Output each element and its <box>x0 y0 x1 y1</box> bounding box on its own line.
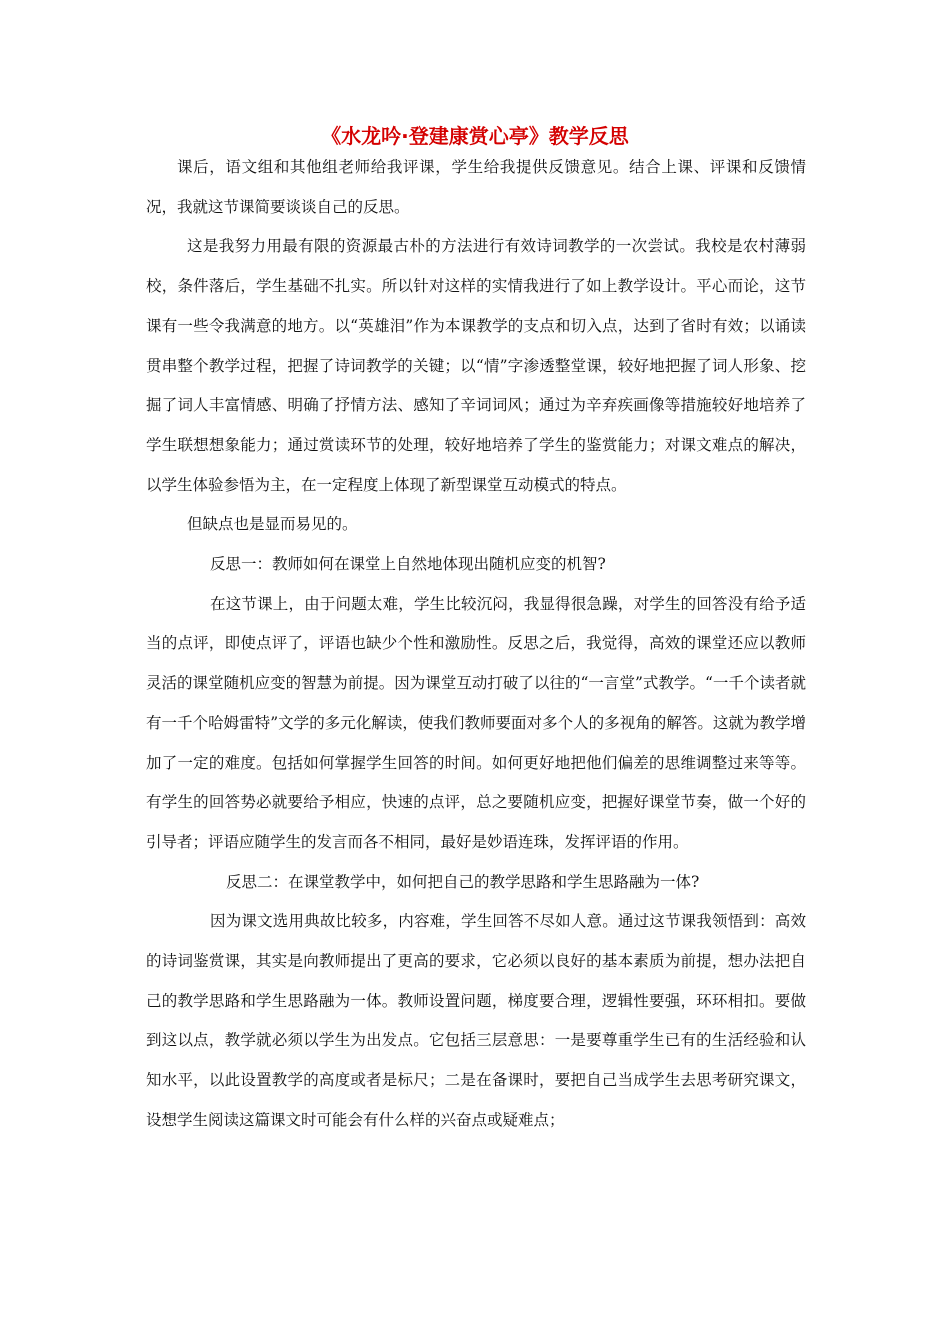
paragraph-reflection-two: 因为课文选用典故比较多，内容难，学生回答不尽如人意。通过这节课我领悟到：高效的诗词鉴赏课，其实是向教师提出了更高的要求，它必须以良好的基本素质为前提，想办法把自己的教学思路和学生思路融为一体。教师设置问题，梯度要合理，逻辑性要强，环环相扣。要做到这以点，教学就必须以学生为出发点。它包括三层意思：一是要尊重学生已有的生活经验和认知水平，以此设置教学的高度或者是标尺；二是在备课时，要把自己当成学生去思考研究课文，设想学生阅读这篇课文时可能会有什么样的兴奋点或疑难点； <box>146 912 806 1129</box>
paragraph-shortcomings: 但缺点也是显而易见的。 <box>187 515 358 534</box>
document-body <box>146 148 806 1141</box>
paragraph-strengths: 这是我努力用最有限的资源最古朴的方法进行有效诗词教学的一次尝试。我校是农村薄弱校，条件落后，学生基础不扎实。所以针对这样的实情我进行了如上教学设计。平心而论，这节课有一些令我满意的地方。以“英雄泪”作为本课教学的支点和切入点，达到了省时有效；以诵读贯串整个教学过程，把握了诗词教学的关键；以“情”字渗透整堂课，较好地把握了词人形象、挖掘了词人丰富情感、明确了抒情方法、感知了辛词词风；通过为辛弃疾画像等措施较好地培养了学生联想想象能力；通过赏读环节的处理，较好地培养了学生的鉴赏能力；对课文难点的解决，以学生体验参悟为主，在一定程度上体现了新型课堂互动模式的特点。 <box>146 237 806 494</box>
heading-reflection-two: 反思二：在课堂教学中，如何把自己的教学思路和学生思路融为一体? <box>226 872 700 891</box>
paragraph-intro: 课后，语文组和其他组老师给我评课，学生给我提供反馈意见。结合上课、评课和反馈情况，我就这节课简要谈谈自己的反思。 <box>146 158 806 216</box>
paragraph-reflection-one: 在这节课上，由于问题太难，学生比较沉闷，我显得很急躁，对学生的回答没有给予适当的点评，即使点评了，评语也缺少个性和激励性。反思之后，我觉得，高效的课堂还应以教师灵活的课堂随机应变的智慧为前提。因为课堂互动打破了以往的“一言堂”式教学。“一千个读者就有一千个哈姆雷特”文学的多元化解读，使我们教师要面对多个人的多视角的解答。这就为教学增加了一定的难度。包括如何掌握学生回答的时间。如何更好地把他们偏差的思维调整过来等等。有学生的回答势必就要给予相应，快速的点评，总之要随机应变，把握好课堂节奏，做一个好的引导者；评语应随学生的发言而各不相同，最好是妙语连珠，发挥评语的作用。 <box>146 594 806 851</box>
document-title: 《水龙吟·登建康赏心亭》教学反思 <box>321 124 629 148</box>
heading-reflection-one: 反思一：教师如何在课堂上自然地体现出随机应变的机智? <box>210 555 606 574</box>
